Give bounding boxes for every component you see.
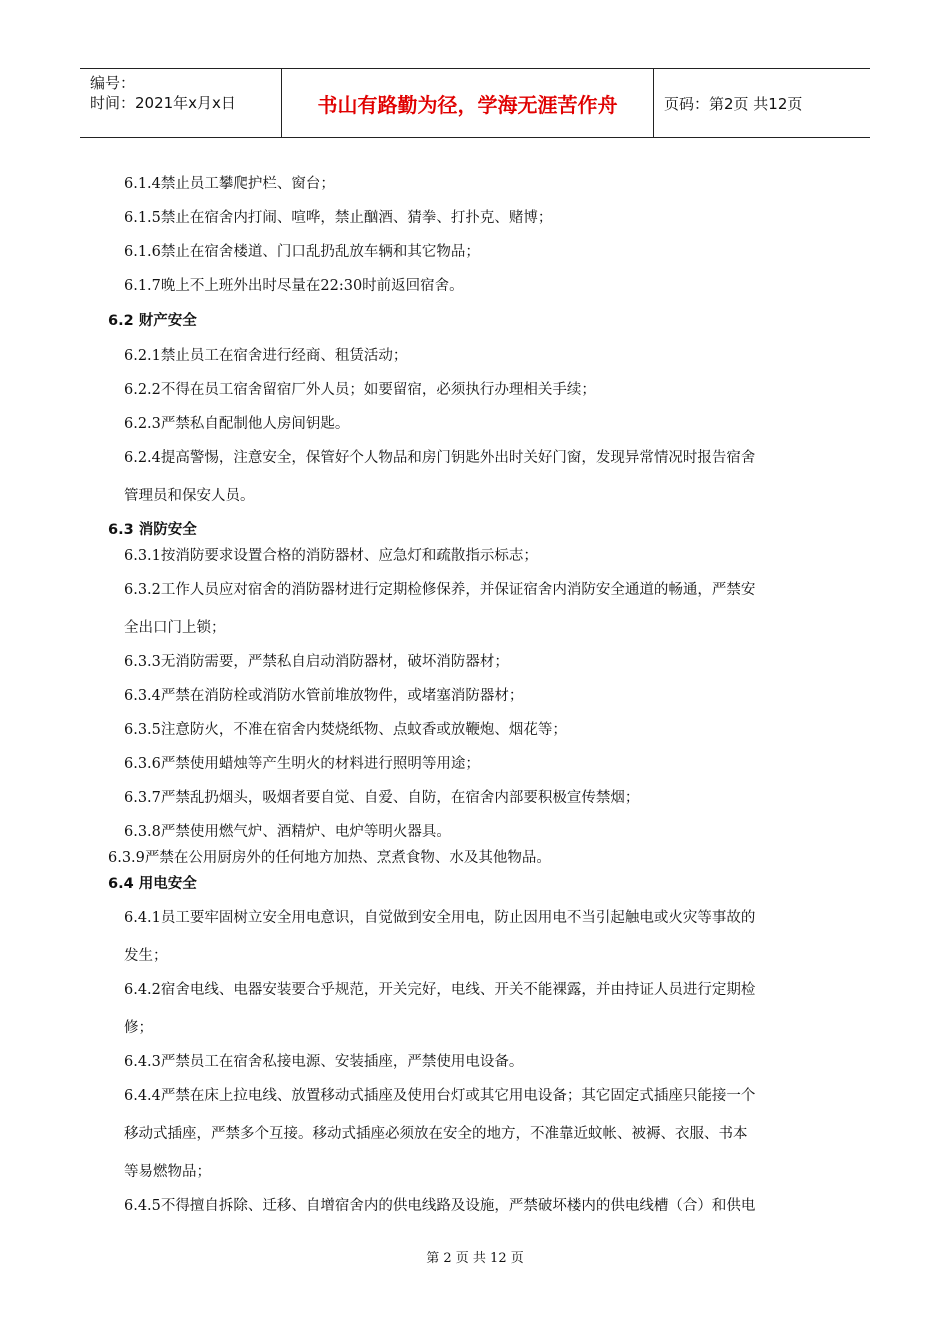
paragraph-line: 6.3.7严禁乱扔烟头，吸烟者要自觉、自爱、自防，在宿舍内部要积极宣传禁烟； bbox=[124, 790, 640, 806]
paragraph-line: 6.3.2工作人员应对宿舍的消防器材进行定期检修保养，并保证宿舍内消防安全通道的畅通，严禁安 bbox=[124, 582, 756, 598]
paragraph-line: 发生； bbox=[124, 948, 168, 964]
page-footer: 第 2 页 共 12 页 bbox=[426, 1251, 524, 1266]
paragraph-line: 6.3.8严禁使用燃气炉、酒精炉、电炉等明火器具。 bbox=[124, 824, 451, 840]
paragraph-line: 6.4.3严禁员工在宿舍私接电源、安装插座，严禁使用电设备。 bbox=[124, 1054, 524, 1070]
section-heading: 6.4 用电安全 bbox=[108, 876, 197, 892]
number-label: 编号： bbox=[90, 74, 136, 92]
paragraph-line: 6.4.5不得擅自拆除、迁移、自增宿舍内的供电线路及设施，严禁破坏楼内的供电线槽（合）和供电 bbox=[124, 1198, 756, 1214]
paragraph-line: 6.1.7晚上不上班外出时尽量在22:30时前返回宿舍。 bbox=[124, 278, 464, 294]
paragraph-line: 6.3.3无消防需要，严禁私自启动消防器材，破坏消防器材； bbox=[124, 654, 509, 670]
paragraph-line: 全出口门上锁； bbox=[124, 620, 226, 636]
paragraph-line: 6.4.2宿舍电线、电器安装要合乎规范，开关完好，电线、开关不能裸露，并由持证人员进行定期检 bbox=[124, 982, 756, 998]
paragraph-line: 6.3.5注意防火，不准在宿舍内焚烧纸物、点蚊香或放鞭炮、烟花等； bbox=[124, 722, 567, 738]
paragraph-line: 6.2.2不得在员工宿舍留宿厂外人员；如要留宿，必须执行办理相关手续； bbox=[124, 382, 596, 398]
paragraph-line: 管理员和保安人员。 bbox=[124, 488, 255, 504]
paragraph-line: 等易燃物品； bbox=[124, 1164, 211, 1180]
paragraph-line: 6.4.4严禁在床上拉电线、放置移动式插座及使用台灯或其它用电设备；其它固定式插座只能接一个 bbox=[124, 1088, 756, 1104]
paragraph-line: 6.2.4提高警惕，注意安全，保管好个人物品和房门钥匙外出时关好门窗，发现异常情况时报告宿舍 bbox=[124, 450, 756, 466]
paragraph-line: 6.3.6严禁使用蜡烛等产生明火的材料进行照明等用途； bbox=[124, 756, 480, 772]
paragraph-line: 6.1.6禁止在宿舍楼道、门口乱扔乱放车辆和其它物品； bbox=[124, 244, 480, 260]
paragraph-line: 6.1.4禁止员工攀爬护栏、窗台； bbox=[124, 176, 335, 192]
paragraph-line: 6.2.3严禁私自配制他人房间钥匙。 bbox=[124, 416, 350, 432]
paragraph-line: 6.3.1按消防要求设置合格的消防器材、应急灯和疏散指示标志； bbox=[124, 548, 538, 564]
paragraph-line: 移动式插座，严禁多个互接。移动式插座必须放在安全的地方，不准靠近蚊帐、被褥、衣服、书本 bbox=[124, 1126, 748, 1142]
paragraph-line: 6.3.4严禁在消防栓或消防水管前堆放物件，或堵塞消防器材； bbox=[124, 688, 524, 704]
header-meta bbox=[80, 69, 282, 137]
section-heading: 6.3 消防安全 bbox=[108, 522, 197, 538]
time-label: 时间：2021年x月x日 bbox=[90, 94, 236, 112]
paragraph-line: 6.3.9严禁在公用厨房外的任何地方加热、烹煮食物、水及其他物品。 bbox=[108, 850, 551, 866]
paragraph-line: 6.1.5禁止在宿舍内打闹、喧哗，禁止酗酒、猜拳、打扑克、赌博； bbox=[124, 210, 553, 226]
header-motto: 书山有路勤为径，学海无涯苦作舟 bbox=[282, 69, 654, 137]
paragraph-line: 修； bbox=[124, 1020, 153, 1036]
page-header bbox=[80, 68, 870, 138]
paragraph-line: 6.4.1员工要牢固树立安全用电意识，自觉做到安全用电，防止因用电不当引起触电或火灾等事故的 bbox=[124, 910, 756, 926]
header-page-info: 页码：第2页 共12页 bbox=[664, 94, 803, 113]
paragraph-line: 6.2.1禁止员工在宿舍进行经商、租赁活动； bbox=[124, 348, 408, 364]
section-heading: 6.2 财产安全 bbox=[108, 313, 197, 329]
